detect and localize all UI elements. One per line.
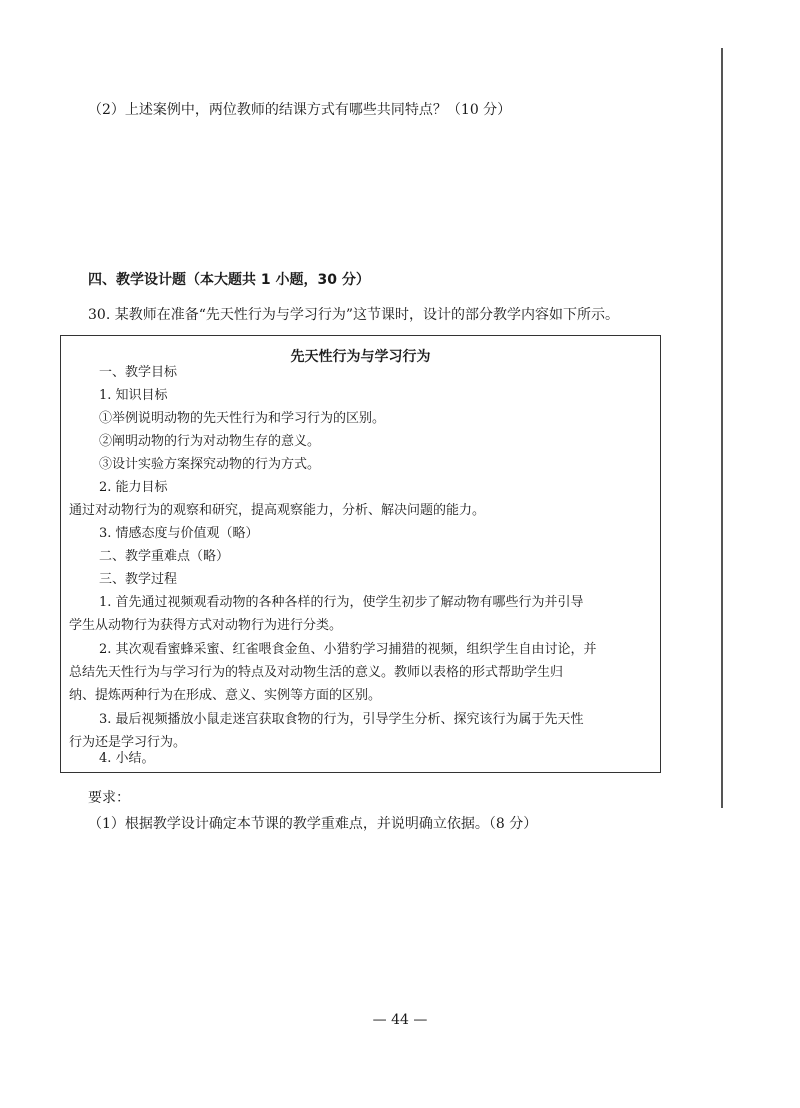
box-line: 行为还是学习行为。 (69, 735, 187, 750)
box-line: 一、教学目标 (99, 365, 178, 380)
box-line: 三、教学过程 (99, 572, 178, 587)
box-line: 4. 小结。 (99, 751, 155, 766)
box-line: 学生从动物行为获得方式对动物行为进行分类。 (69, 618, 343, 633)
box-line: ②阐明动物的行为对动物生存的意义。 (99, 434, 321, 449)
box-line: 总结先天性行为与学习行为的特点及对动物生活的意义。教师以表格的形式帮助学生归 (69, 665, 564, 680)
scan-margin-line (721, 48, 723, 808)
box-line: ①举例说明动物的先天性行为和学习行为的区别。 (99, 411, 386, 426)
box-title: 先天性行为与学习行为 (290, 349, 431, 365)
question-part-2: （2）上述案例中，两位教师的结课方式有哪些共同特点？（10 分） (88, 102, 512, 118)
box-line: 通过对动物行为的观察和研究，提高观察能力，分析、解决问题的能力。 (69, 503, 486, 518)
box-line: 2. 其次观看蜜蜂采蜜、红雀喂食金鱼、小猎豹学习捕猎的视频，组织学生自由讨论，并 (99, 642, 597, 657)
teaching-design-box (60, 335, 661, 773)
box-line: 纳、提炼两种行为在形成、意义、实例等方面的区别。 (69, 688, 382, 703)
section-heading: 四、教学设计题（本大题共 1 小题，30 分） (88, 272, 370, 288)
box-line: 3. 情感态度与价值观（略） (99, 526, 259, 541)
box-line: 1. 知识目标 (99, 388, 168, 403)
box-line: ③设计实验方案探究动物的行为方式。 (99, 457, 321, 472)
requirements-label: 要求： (88, 790, 130, 806)
box-line: 3. 最后视频播放小鼠走迷宫获取食物的行为，引导学生分析、探究该行为属于先天性 (99, 712, 584, 727)
requirement-1: （1）根据教学设计确定本节课的教学重难点，并说明确立依据。（8 分） (88, 816, 538, 832)
box-line: 2. 能力目标 (99, 480, 168, 495)
box-line: 二、教学重难点（略） (99, 549, 230, 564)
question-intro: 30. 某教师在准备“先天性行为与学习行为”这节课时，设计的部分教学内容如下所示。 (88, 307, 620, 323)
box-line: 1. 首先通过视频观看动物的各种各样的行为，使学生初步了解动物有哪些行为并引导 (99, 595, 584, 610)
page-number: — 44 — (372, 1012, 428, 1028)
